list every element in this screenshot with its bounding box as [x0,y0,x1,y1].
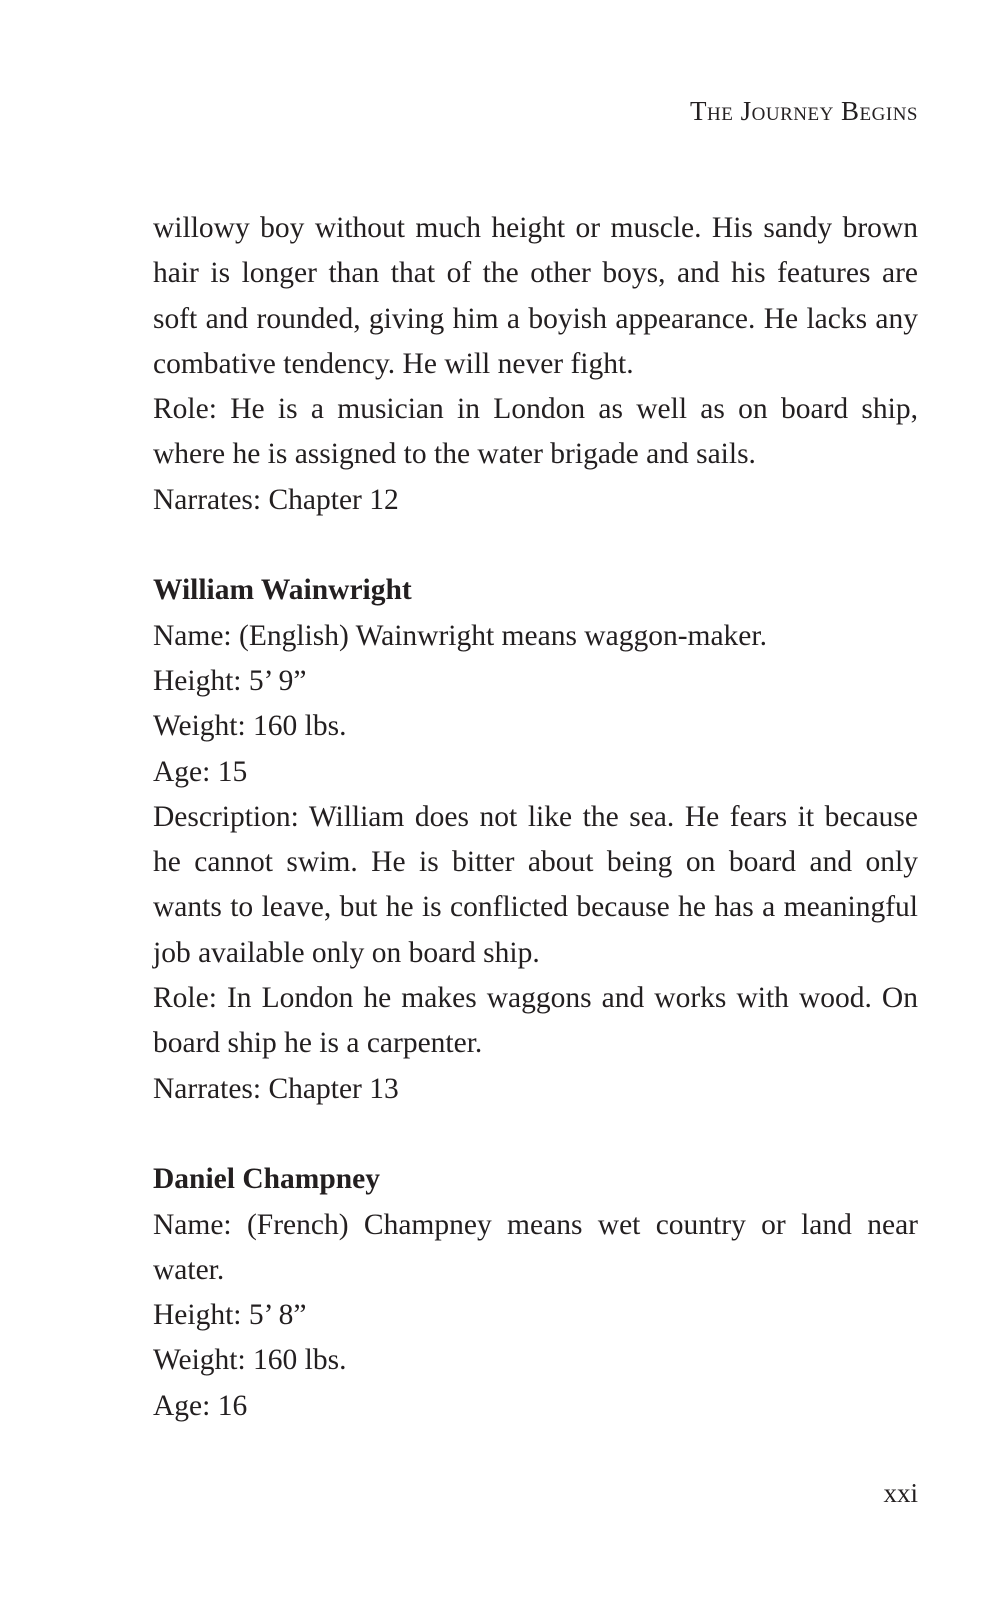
description-text: Description: William does not like the sea. He fears it because he cannot swim. He is bitter about being on board and only wants to leave, but he is conflicted because he has a meaningful job available only on board ship. [153,800,918,969]
narrates-text: Narrates: Chapter 13 [153,1072,399,1105]
section-gap [153,523,918,568]
narrates-text: Narrates: Chapter 12 [153,483,399,516]
height-text: Height: 5’ 8” [153,1299,307,1332]
role-text: Role: He is a musician in London as well as on board ship, where he is assigned to the water brigade and sails. [153,393,918,471]
description-continuation: willowy boy without much height or muscle. His sandy brown hair is longer than that of the other boys, and his features are soft and rounded, giving him a boyish appearance. He lacks any combative tendency. He will never fight. [153,212,918,380]
page-body [153,206,918,1429]
weight-text: Weight: 160 lbs. [153,710,347,743]
role-text: Role: In London he makes waggons and works with wood. On board ship he is a carpenter. [153,982,918,1060]
running-head: The Journey Begins [690,96,918,126]
name-meaning: Name: (English) Wainwright means waggon-maker. [153,619,767,652]
age-text: Age: 16 [153,1389,248,1422]
character-name: Daniel Champney [153,1163,381,1196]
character-name: William Wainwright [153,574,412,607]
weight-text: Weight: 160 lbs. [153,1344,347,1377]
page-number: xxi [883,1478,918,1508]
height-text: Height: 5’ 9” [153,664,307,697]
age-text: Age: 15 [153,755,248,788]
section-gap [153,1112,918,1157]
character-entry [153,1157,918,1429]
name-meaning: Name: (French) Champney means wet country or land near water. [153,1208,918,1286]
character-entry [153,568,918,1112]
